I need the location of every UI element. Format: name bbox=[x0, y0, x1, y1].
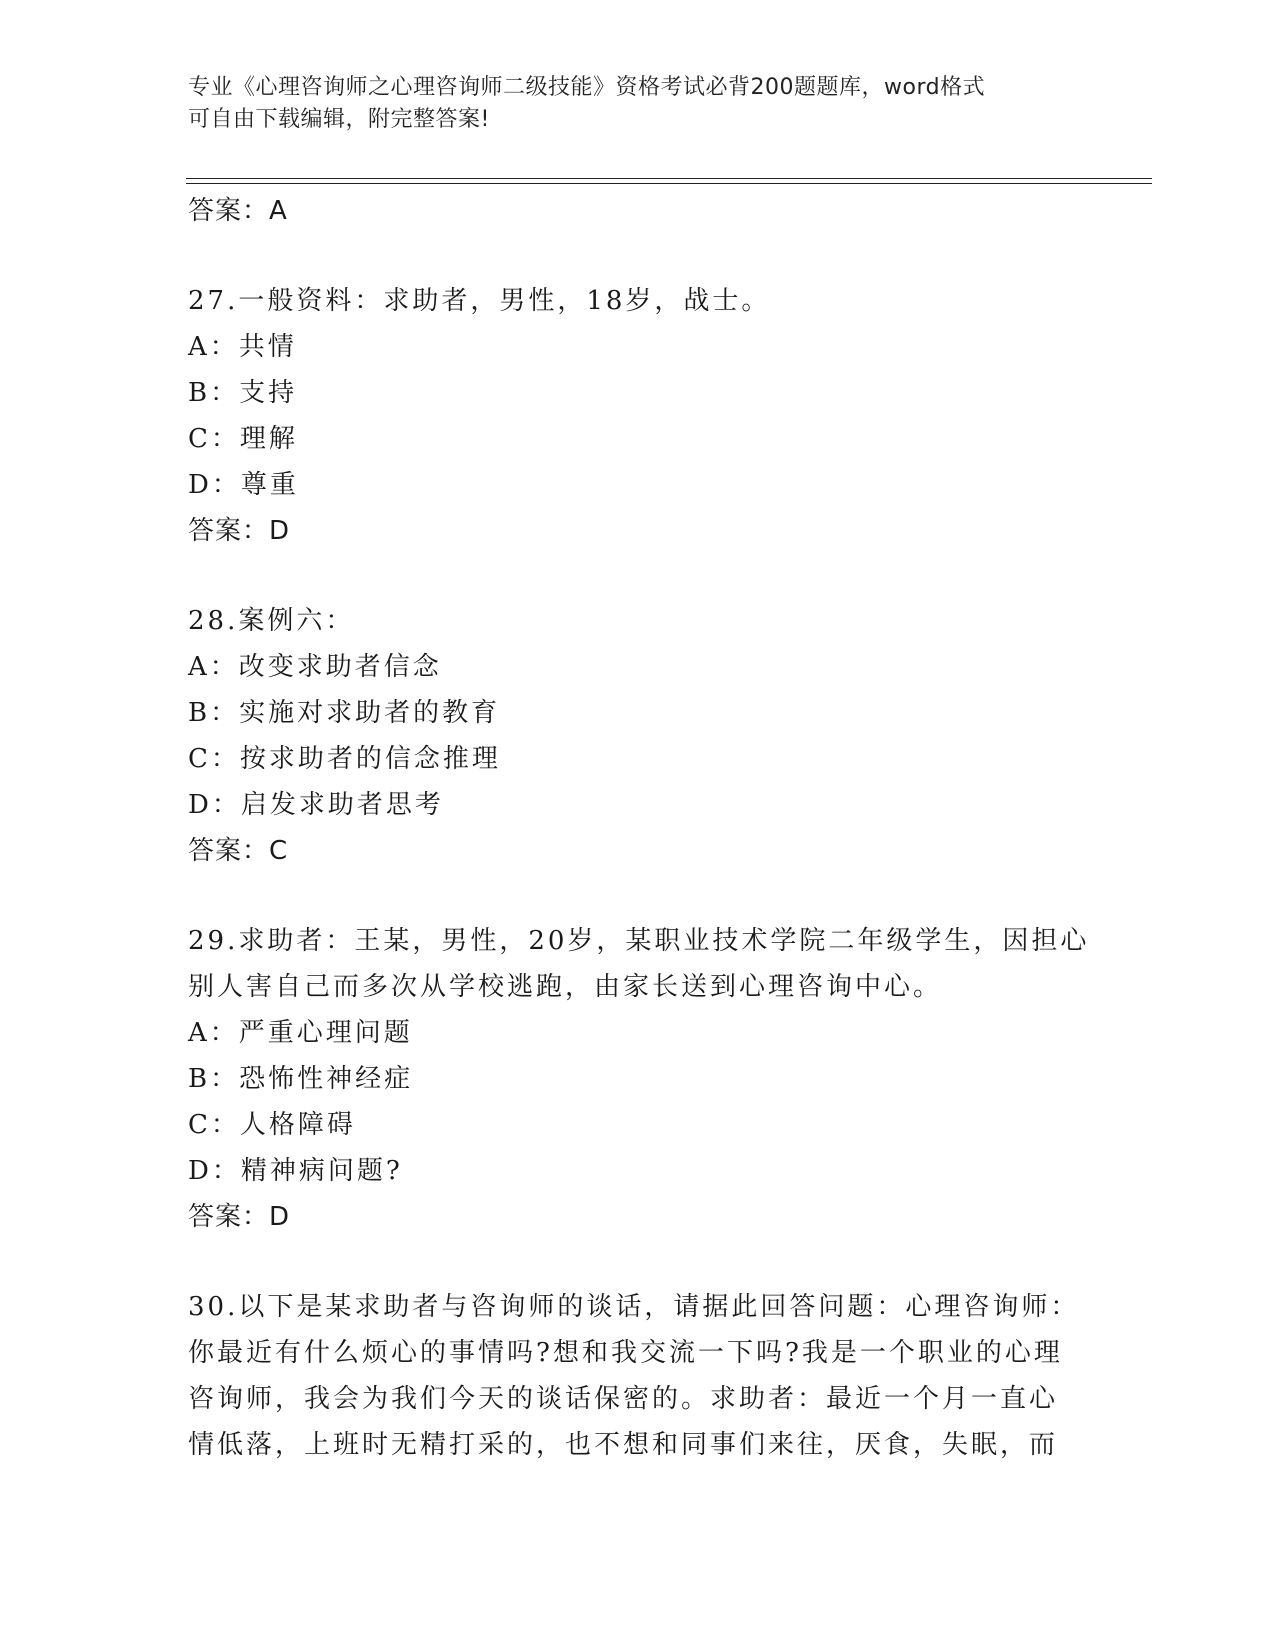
answer-label: 答案：C bbox=[188, 836, 289, 866]
option-a: A：严重心理问题 bbox=[188, 1018, 413, 1048]
question-stem-line-4: 情低落，上班时无精打采的，也不想和同事们来往，厌食，失眠，而 bbox=[188, 1430, 1059, 1460]
question-stem-line-3: 咨询师，我会为我们今天的谈话保密的。求助者：最近一个月一直心 bbox=[188, 1384, 1059, 1414]
header-divider-bottom bbox=[186, 183, 1152, 184]
question-27 bbox=[188, 278, 1088, 554]
option-c: C：人格障碍 bbox=[188, 1110, 356, 1140]
question-stem: 27.一般资料：求助者，男性，18岁，战士。 bbox=[188, 286, 771, 316]
question-30 bbox=[188, 1284, 1088, 1468]
question-29 bbox=[188, 918, 1088, 1240]
question-stem-line-2: 你最近有什么烦心的事情吗?想和我交流一下吗?我是一个职业的心理 bbox=[188, 1338, 1063, 1368]
spacer bbox=[188, 1240, 1088, 1284]
answer-label: 答案：D bbox=[188, 1202, 291, 1232]
document-header bbox=[188, 72, 1068, 136]
header-line-1: 专业《心理咨询师之心理咨询师二级技能》资格考试必背200题题库，word格式 bbox=[188, 75, 986, 100]
header-line-2: 可自由下载编辑，附完整答案! bbox=[188, 107, 490, 132]
option-a: A：共情 bbox=[188, 332, 297, 362]
spacer bbox=[188, 234, 1088, 278]
answer-label: 答案：A bbox=[188, 196, 288, 226]
question-content bbox=[188, 188, 1088, 1468]
answer-label: 答案：D bbox=[188, 516, 291, 546]
question-stem-line-2: 别人害自己而多次从学校逃跑，由家长送到心理咨询中心。 bbox=[188, 972, 943, 1002]
option-d: D：尊重 bbox=[188, 470, 299, 500]
option-c: C：理解 bbox=[188, 424, 298, 454]
header-divider-top bbox=[186, 178, 1152, 179]
option-c: C：按求助者的信念推理 bbox=[188, 744, 501, 774]
spacer bbox=[188, 554, 1088, 598]
option-b: B：实施对求助者的教育 bbox=[188, 698, 501, 728]
option-d: D：启发求助者思考 bbox=[188, 790, 444, 820]
option-b: B：恐怖性神经症 bbox=[188, 1064, 414, 1094]
question-stem-line-1: 30.以下是某求助者与咨询师的谈话，请据此回答问题：心理咨询师： bbox=[188, 1292, 1080, 1322]
option-b: B：支持 bbox=[188, 378, 298, 408]
spacer bbox=[188, 874, 1088, 918]
option-a: A：改变求助者信念 bbox=[188, 652, 442, 682]
question-28 bbox=[188, 598, 1088, 874]
question-stem: 28.案例六： bbox=[188, 606, 355, 636]
option-d: D：精神病问题? bbox=[188, 1156, 403, 1186]
question-stem-line-1: 29.求助者：王某，男性，20岁，某职业技术学院二年级学生，因担心 bbox=[188, 926, 1090, 956]
